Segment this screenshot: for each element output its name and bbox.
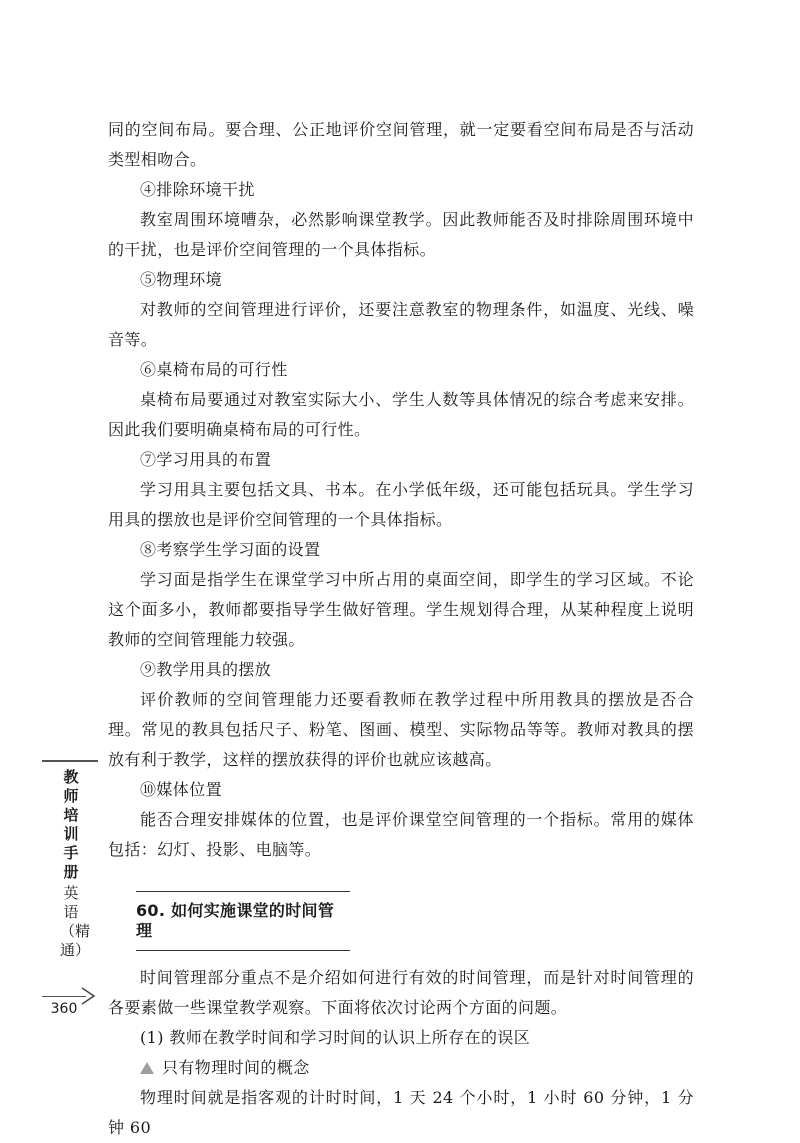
sidebar-book-subtitle: 英语（精通） bbox=[60, 884, 91, 959]
paragraph-group-top bbox=[108, 115, 694, 865]
last-paragraph: 物理时间就是指客观的计时时间，1 天 24 个小时，1 小时 60 分钟，1 分钟 60 bbox=[108, 1088, 694, 1137]
triangle-bullet-icon bbox=[140, 1062, 154, 1074]
paragraph: 桌椅布局要通过对教室实际大小、学生人数等具体情况的综合考虑来安排。因此我们要明确桌椅布局的可行性。 bbox=[108, 390, 694, 439]
paragraph: 时间管理部分重点不是介绍如何进行有效的时间管理，而是针对时间管理的各要素做一些课堂教学观察。下面将依次讨论两个方面的问题。 bbox=[108, 968, 694, 1017]
sidebar-book-title: 教师培训手册 bbox=[63, 768, 79, 881]
paragraph: 对教师的空间管理进行评价，还要注意教室的物理条件，如温度、光线、噪音等。 bbox=[108, 300, 694, 349]
list-item-heading: ⑨教学用具的摆放 bbox=[140, 660, 272, 679]
list-item-heading: ⑤物理环境 bbox=[140, 270, 223, 289]
paragraph: 同的空间布局。要合理、公正地评价空间管理，就一定要看空间布局是否与活动类型相吻合。 bbox=[108, 120, 694, 169]
page-number: 360 bbox=[50, 1001, 78, 1017]
page-content bbox=[108, 115, 694, 1143]
paragraph: 学习用具主要包括文具、书本。在小学低年级，还可能包括玩具。学生学习用具的摆放也是评价空间管理的一个具体指标。 bbox=[108, 480, 694, 529]
list-item-heading: (1) 教师在教学时间和学习时间的认识上所存在的误区 bbox=[140, 1028, 531, 1047]
list-item-heading: ⑧考察学生学习面的设置 bbox=[140, 540, 321, 559]
paragraph: 评价教师的空间管理能力还要看教师在教学过程中所用教具的摆放是否合理。常见的教具包括尺子、粉笔、图画、模型、实际物品等等。教师对教具的摆放有利于教学，这样的摆放获得的评价也就应该越高。 bbox=[108, 690, 694, 769]
list-item-heading: ⑥桌椅布局的可行性 bbox=[140, 360, 288, 379]
paragraph: 学习面是指学生在课堂学习中所占用的桌面空间，即学生的学习区域。不论这个面多小，教师都要指导学生做好管理。学生规划得合理，从某种程度上说明教师的空间管理能力较强。 bbox=[108, 570, 694, 649]
section-heading: 60. 如何实施课堂的时间管理 bbox=[136, 891, 350, 951]
list-item-heading: ④排除环境干扰 bbox=[140, 180, 255, 199]
paragraph: 能否合理安排媒体的位置，也是评价课堂空间管理的一个指标。常用的媒体包括：幻灯、投影、电脑等。 bbox=[108, 810, 694, 859]
paragraph: 教室周围环境嘈杂，必然影响课堂教学。因此教师能否及时排除周围环境中的干扰，也是评价空间管理的一个具体指标。 bbox=[108, 210, 694, 259]
paragraph-group-bottom bbox=[108, 963, 694, 1053]
triangle-item-text: 只有物理时间的概念 bbox=[162, 1058, 310, 1077]
list-item-heading: ⑩媒体位置 bbox=[140, 780, 223, 799]
triangle-item bbox=[108, 1053, 694, 1083]
list-item-heading: ⑦学习用具的布置 bbox=[140, 450, 272, 469]
sidebar-top-rule bbox=[42, 760, 98, 762]
